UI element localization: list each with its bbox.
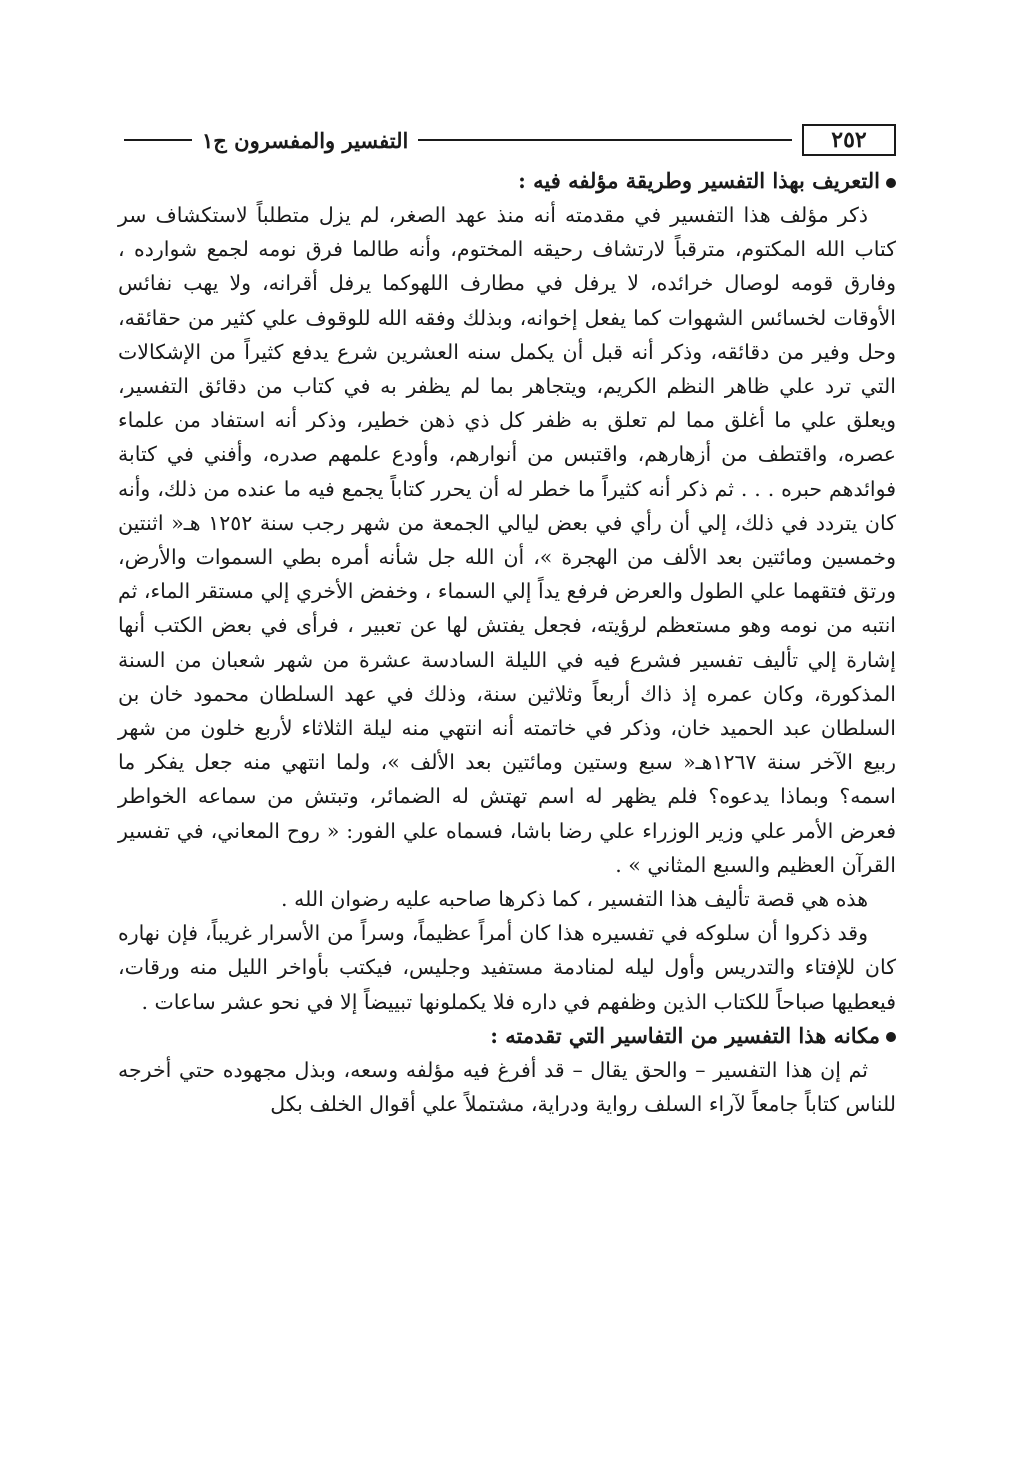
page-header xyxy=(118,122,896,158)
header-rule xyxy=(418,139,792,141)
bullet-icon xyxy=(886,178,896,188)
book-page xyxy=(118,122,896,1121)
section-heading xyxy=(118,1019,896,1053)
running-title: التفسير والمفسرون ج١ xyxy=(202,127,409,153)
bullet-icon xyxy=(886,1032,896,1042)
section-heading-text: مكانه هذا التفسير من التفاسير التي تقدمته : xyxy=(490,1022,880,1048)
paragraph: هذه هي قصة تأليف هذا التفسير ، كما ذكرها صاحبه عليه رضوان الله . xyxy=(281,887,868,912)
paragraph: ثم إن هذا التفسير – والحق يقال – قد أفرغ فيه مؤلفه وسعه، وبذل مجهوده حتي أخرجه للناس كتاباً جامعاً لآراء السلف رواية ودراية، مشتملاً علي أقوال الخلف بكل xyxy=(118,1057,896,1117)
paragraph: ذكر مؤلف هذا التفسير في مقدمته أنه منذ عهد الصغر، لم يزل متطلباً لاستكشاف سر كتاب الله المكتوم، مترقباً لارتشاف رحيقه المختوم، وأنه طالما فرق نومه لجمع شوارده ، وفارق قومه لوصال خرائده، لا يرفل في مطارف اللهوكما يرفل أقرانه، ولا يهب نفائس الأوقات لخسائس الشهوات كما يفعل إخوانه، وبذلك وفقه الله للوقوف علي كثير من حقائقه، وحل وفير من دقائقه، وذكر أنه قبل أن يكمل سنه العشرين شرع يدفع كثيراً من الإشكالات التي ترد علي ظاهر النظم الكريم، ويتجاهر بما لم يظفر به في كتاب من دقائق التفسير، ويعلق علي ما أغلق مما لم تعلق به ظفر كل ذي ذهن خطير، وذكر أنه استفاد من علماء عصره، واقتطف من أزهارهم، واقتبس من أنوارهم، وأودع علمهم صدره، وأفني في كتابة فوائدهم حبره . . . ثم ذكر أنه كثيراً ما خطر له أن يحرر كتاباً يجمع فيه ما عنده من ذلك، وأنه كان يتردد في ذلك، إلي أن رأي في بعض ليالي الجمعة من شهر رجب سنة ١٢٥٢ هـ« اثنتين وخمسين ومائتين بعد الألف من الهجرة »، أن الله جل شأنه أمره بطي السموات والأرض، ورتق فتقهما علي الطول والعرض فرفع يداً إلي السماء ، وخفض الأخري إلي مستقر الماء، ثم انتبه من نومه وهو مستعظم لرؤيته، فجعل يفتش لها عن تعبير ، فرأى في بعض الكتب أنها إشارة إلي تأليف تفسير فشرع فيه في الليلة السادسة عشرة من شهر شعبان من السنة المذكورة، وكان عمره إذ ذاك أربعاً وثلاثين سنة، وذلك في عهد السلطان محمود خان بن السلطان عبد الحميد خان، وذكر في خاتمته أنه انتهي منه ليلة الثلاثاء لأربع خلون من شهر ربيع الآخر سنة ١٢٦٧هـ« سبع وستين ومائتين بعد الألف »، ولما انتهي منه جعل يفكر ما اسمه؟ وبماذا يدعوه؟ فلم يظهر له اسم تهتش له الضمائر، وتبتش من سماعه الخواطر فعرض الأمر علي وزير الوزراء علي رضا باشا، فسماه علي الفور: « روح المعاني، في تفسير القرآن العظيم والسبع المثاني » . xyxy=(118,203,896,877)
paragraph: وقد ذكروا أن سلوكه في تفسيره هذا كان أمراً عظيماً، وسراً من الأسرار غريباً، فإن نهاره كان للإفتاء والتدريس وأول ليله لمنادمة مستفيد وجليس، فيكتب بأواخر الليل منه ورقات، فيعطيها صباحاً للكتاب الذين وظفهم في داره فلا يكملونها تبييضاً إلا في نحو عشر ساعات . xyxy=(118,921,896,1014)
section-heading-text: التعريف بهذا التفسير وطريقة مؤلفه فيه : xyxy=(518,168,880,193)
page-number: ٢٥٢ xyxy=(802,124,896,156)
page-body xyxy=(118,164,896,1121)
section-heading xyxy=(118,164,896,198)
header-rule-end xyxy=(124,139,192,141)
